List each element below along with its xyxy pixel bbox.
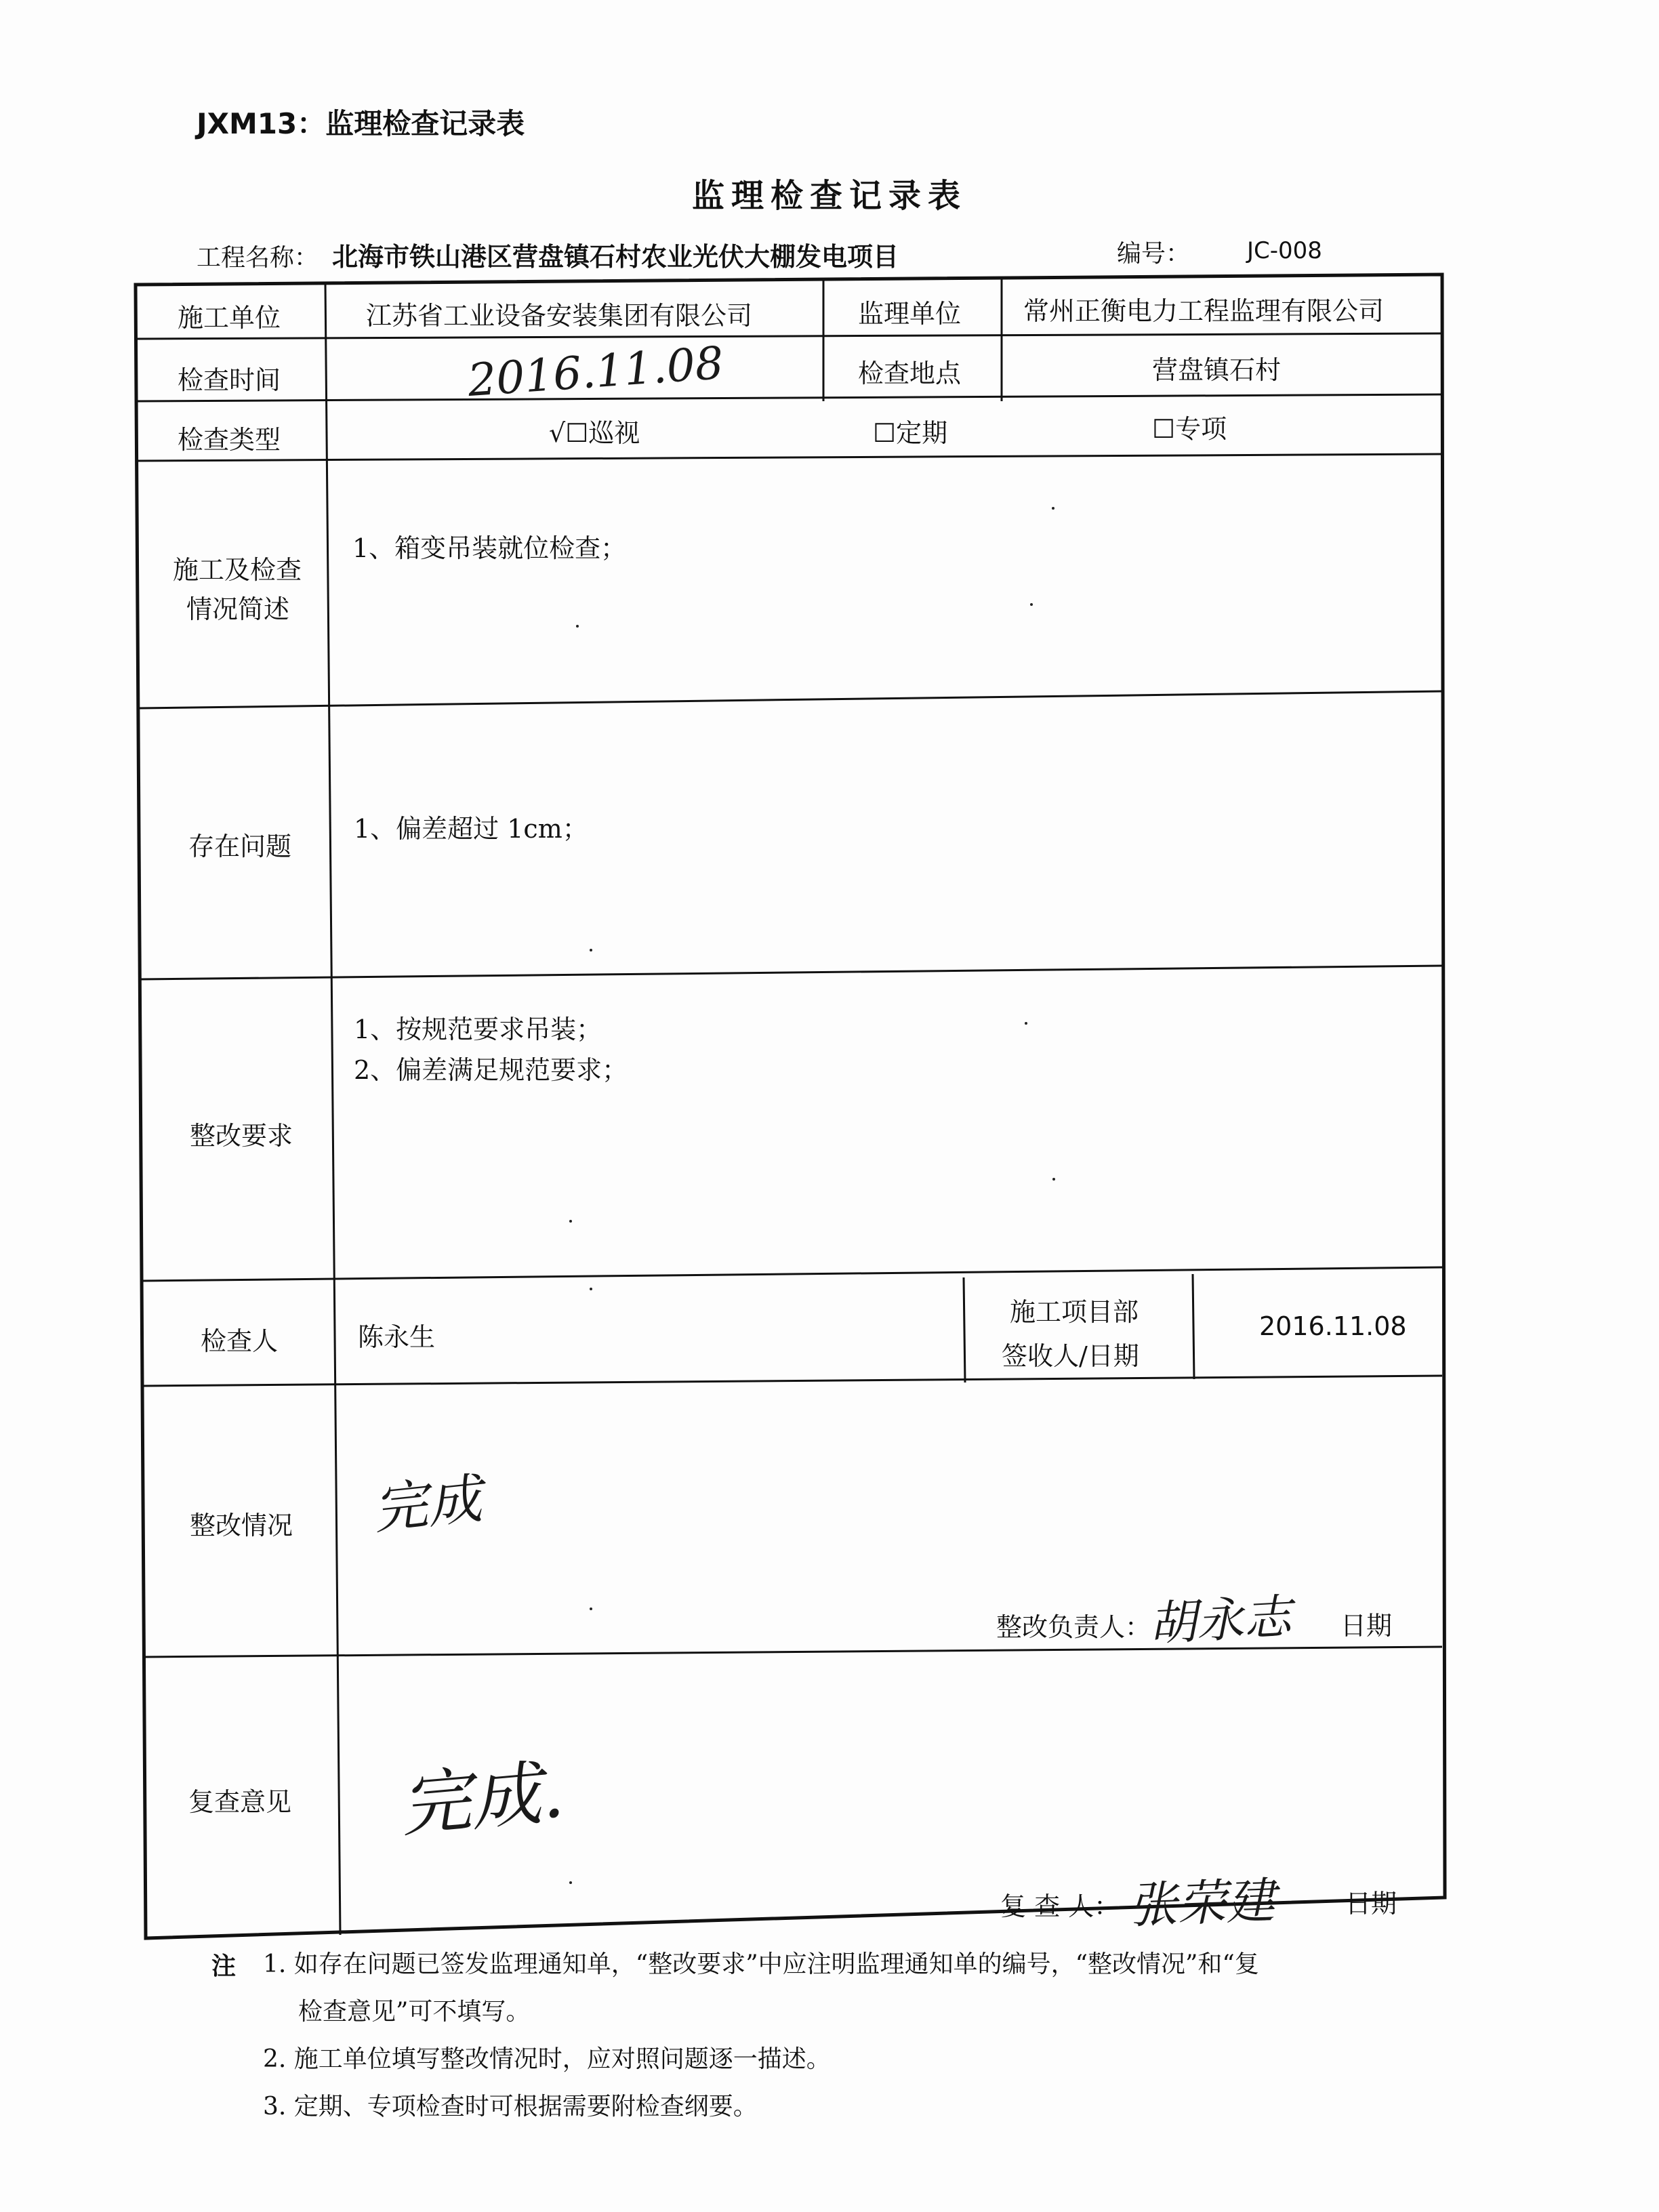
rect-responsible-signature: 胡永志 <box>1147 1589 1293 1652</box>
note-line-1: 1. 如存在问题已签发监理通知单，“整改要求”中应注明监理通知单的编号，“整改情况”和“复 <box>263 1950 1259 1978</box>
review-handwritten: 完成. <box>396 1750 567 1847</box>
reviewer-signature: 张荣建 <box>1127 1872 1276 1934</box>
issues-text: 1、偏差超过 1cm； <box>354 814 588 844</box>
rect-status-handwritten: 完成 <box>370 1467 485 1542</box>
number-label: 编号： <box>1117 240 1191 268</box>
check-time-label: 检查时间 <box>178 365 281 395</box>
scan-speck <box>1030 603 1033 606</box>
scan-speck <box>590 1288 592 1290</box>
scan-speck <box>1025 1022 1027 1025</box>
scan-speck <box>1052 507 1054 510</box>
scan-speck <box>569 1881 572 1884</box>
review-label: 复查意见 <box>188 1787 292 1817</box>
inspector-value: 陈永生 <box>358 1322 436 1352</box>
supervision-unit-label: 监理单位 <box>858 299 962 329</box>
check-time-handwritten: 2016.11.08 <box>466 336 726 407</box>
rect-status-label: 整改情况 <box>190 1511 293 1540</box>
reviewer-label: 复 查 人： <box>1000 1891 1120 1921</box>
note-line-1-cont: 检查意见”可不填写。 <box>298 1998 531 2026</box>
construction-unit-value: 江苏省工业设备安装集团有限公司 <box>366 301 753 331</box>
document-title: 监理检查记录表 <box>691 177 967 215</box>
scan-speck <box>569 1220 572 1223</box>
check-type-option-regular: ☐定期 <box>873 418 948 448</box>
summary-label-line2: 情况简述 <box>186 594 290 624</box>
project-label: 工程名称： <box>197 244 319 272</box>
rectify-item-2: 2、偏差满足规范要求； <box>354 1055 628 1085</box>
scan-speck <box>1052 1178 1055 1181</box>
rectify-item-1: 1、按规范要求吊装； <box>354 1015 602 1044</box>
inspector-label: 检查人 <box>201 1326 279 1356</box>
summary-label-line1: 施工及检查 <box>173 555 302 585</box>
form-code: JXM13：监理检查记录表 <box>197 107 525 140</box>
check-type-label: 检查类型 <box>178 425 281 455</box>
rect-responsible-label: 整改负责人： <box>996 1612 1151 1642</box>
dept-label-line2: 签收人/日期 <box>1002 1341 1139 1371</box>
rectify-label: 整改要求 <box>190 1121 293 1151</box>
dept-label-line1: 施工项目部 <box>1010 1297 1139 1327</box>
review-date-label: 日期 <box>1345 1889 1397 1919</box>
check-place-value: 营盘镇石村 <box>1152 355 1282 385</box>
sign-date: 2016.11.08 <box>1259 1311 1407 1341</box>
rect-date-label: 日期 <box>1340 1611 1393 1641</box>
check-type-option-special: ☐专项 <box>1152 414 1227 444</box>
scan-speck <box>590 949 592 951</box>
supervision-unit-value: 常州正衡电力工程监理有限公司 <box>1023 296 1385 326</box>
note-line-2: 2. 施工单位填写整改情况时，应对照问题逐一描述。 <box>263 2045 831 2073</box>
project-name: 北海市铁山港区营盘镇石村农业光伏大棚发电项目 <box>332 242 899 272</box>
notes-prefix: 注 <box>211 1952 237 1980</box>
scan-speck <box>590 1607 592 1610</box>
check-place-label: 检查地点 <box>858 359 962 388</box>
number-value: JC-008 <box>1247 237 1322 264</box>
check-type-option-patrol: √☐巡视 <box>549 418 640 448</box>
note-line-3: 3. 定期、专项检查时可根据需要附检查纲要。 <box>263 2093 758 2121</box>
issues-label: 存在问题 <box>188 832 292 861</box>
scan-speck <box>576 625 579 628</box>
construction-unit-label: 施工单位 <box>178 303 281 333</box>
summary-text: 1、箱变吊装就位检查； <box>352 533 627 563</box>
